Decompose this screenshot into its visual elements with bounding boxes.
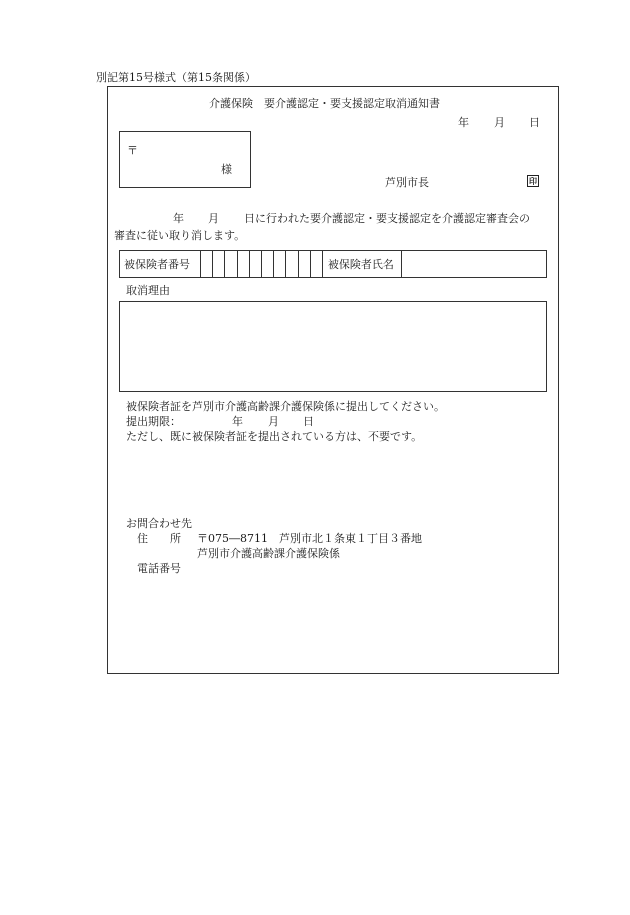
contact-department: 芦別市介護高齢課介護保険係: [197, 547, 340, 560]
reason-label: 取消理由: [126, 284, 170, 297]
contact-phone-label: 電話番号: [137, 562, 181, 575]
insured-number-label: 被保険者番号: [120, 251, 201, 277]
deadline-label: 提出期限：: [126, 415, 181, 428]
insured-number-digit: [225, 251, 237, 277]
insured-number-digit: [250, 251, 262, 277]
deadline-day: 日: [303, 415, 314, 428]
contact-address-value: 〒075―8711 芦別市北１条東１丁目３番地: [197, 532, 422, 545]
deadline-month: 月: [268, 415, 279, 428]
insured-number-digit: [213, 251, 225, 277]
body-month: 月: [208, 212, 219, 225]
date-year: 年: [458, 116, 469, 129]
insured-number-digit: [299, 251, 311, 277]
insured-info-row: [119, 250, 547, 278]
recipient-honorific: 様: [221, 163, 232, 176]
instruction-line1: 被保険者証を芦別市介護高齢課介護保険係に提出してください。: [126, 400, 445, 413]
body-year: 年: [173, 212, 184, 225]
recipient-address-box: [119, 131, 251, 188]
insured-name-value: [402, 251, 546, 277]
postal-mark: 〒: [127, 144, 138, 157]
body-text-line1: 日に行われた要介護認定・要支援認定を介護認定審査会の: [244, 212, 530, 225]
issuer-title: 芦別市長: [385, 176, 429, 189]
insured-number-digit: [201, 251, 213, 277]
insured-number-digit: [274, 251, 286, 277]
document-title: 介護保険 要介護認定・要支援認定取消通知書: [209, 97, 440, 110]
insured-number-digit: [262, 251, 274, 277]
insured-number-digit: [238, 251, 250, 277]
contact-heading: お問合わせ先: [126, 517, 192, 530]
insured-number-digit: [286, 251, 298, 277]
body-text-line2: 審査に従い取り消します。: [114, 229, 246, 242]
instruction-line3: ただし、既に被保険者証を提出されている方は、不要です。: [126, 430, 423, 443]
official-seal-mark: 印: [529, 176, 537, 186]
contact-address-label: 住 所: [137, 532, 181, 545]
date-day: 日: [529, 116, 540, 129]
insured-name-label: 被保険者氏名: [323, 251, 402, 277]
date-month: 月: [494, 116, 505, 129]
form-number-label: 別記第15号様式（第15条関係）: [96, 71, 256, 84]
reason-box: [119, 301, 547, 392]
deadline-year: 年: [232, 415, 243, 428]
insured-number-digit: [311, 251, 323, 277]
